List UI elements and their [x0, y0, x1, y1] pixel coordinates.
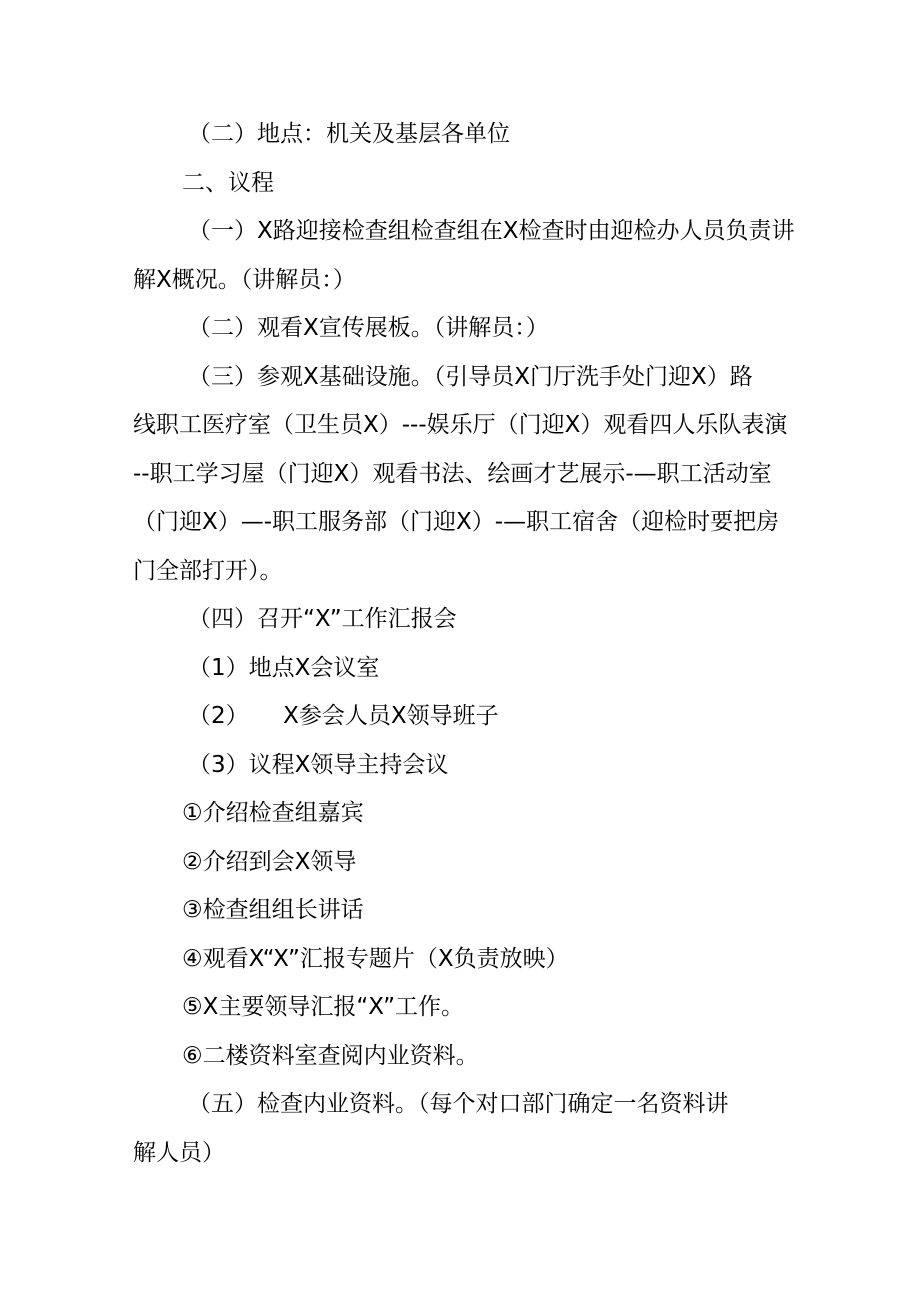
- meeting-step-4: ④观看X“X”汇报专题片（X负责放映）: [182, 946, 569, 972]
- agenda-item-3-line-1: （三）参观X基础设施。（引导员X门厅洗手处门迎X）路: [188, 364, 753, 390]
- agenda-item-2: （二）观看X宣传展板。（讲解员：）: [188, 315, 549, 341]
- meeting-step-2: ②介绍到会X领导: [182, 849, 357, 875]
- agenda-item-5-line-2: 解人员）: [133, 1140, 225, 1166]
- agenda-item-3-line-4: （门迎X）—-职工服务部（门迎X）-—职工宿舍（迎检时要把房: [133, 509, 780, 535]
- meeting-location: （1）地点X会议室: [188, 655, 380, 681]
- agenda-item-4: （四）召开“X”工作汇报会: [188, 606, 457, 632]
- meeting-step-6: ⑥二楼资料室查阅内业资料。: [182, 1043, 479, 1069]
- agenda-item-3-line-3: --职工学习屋（门迎X）观看书法、绘画才艺展示-—职工活动室: [133, 461, 772, 487]
- agenda-item-3-line-2: 线职工医疗室（卫生员X）---娱乐厅（门迎X）观看四人乐队表演: [133, 412, 788, 438]
- agenda-item-1-line-2: 解X概况。（讲解员：）: [133, 267, 356, 293]
- agenda-item-1-line-1: （一）X路迎接检查组检查组在X检查时由迎检办人员负责讲: [188, 218, 795, 244]
- meeting-agenda: （3）议程X领导主持会议: [188, 752, 449, 778]
- meeting-attendees: （2） X参会人员X领导班子: [188, 703, 499, 729]
- meeting-step-3: ③检查组组长讲话: [182, 897, 364, 923]
- agenda-heading: 二、议程: [182, 170, 274, 196]
- agenda-item-5-line-1: （五）检查内业资料。（每个对口部门确定一名资料讲: [188, 1091, 729, 1117]
- section-location-line: （二）地点：机关及基层各单位: [188, 121, 510, 147]
- meeting-step-1: ①介绍检查组嘉宾: [182, 800, 364, 826]
- agenda-item-3-line-5: 门全部打开）。: [133, 558, 283, 584]
- meeting-step-5: ⑤X主要领导汇报“X”工作。: [182, 994, 465, 1020]
